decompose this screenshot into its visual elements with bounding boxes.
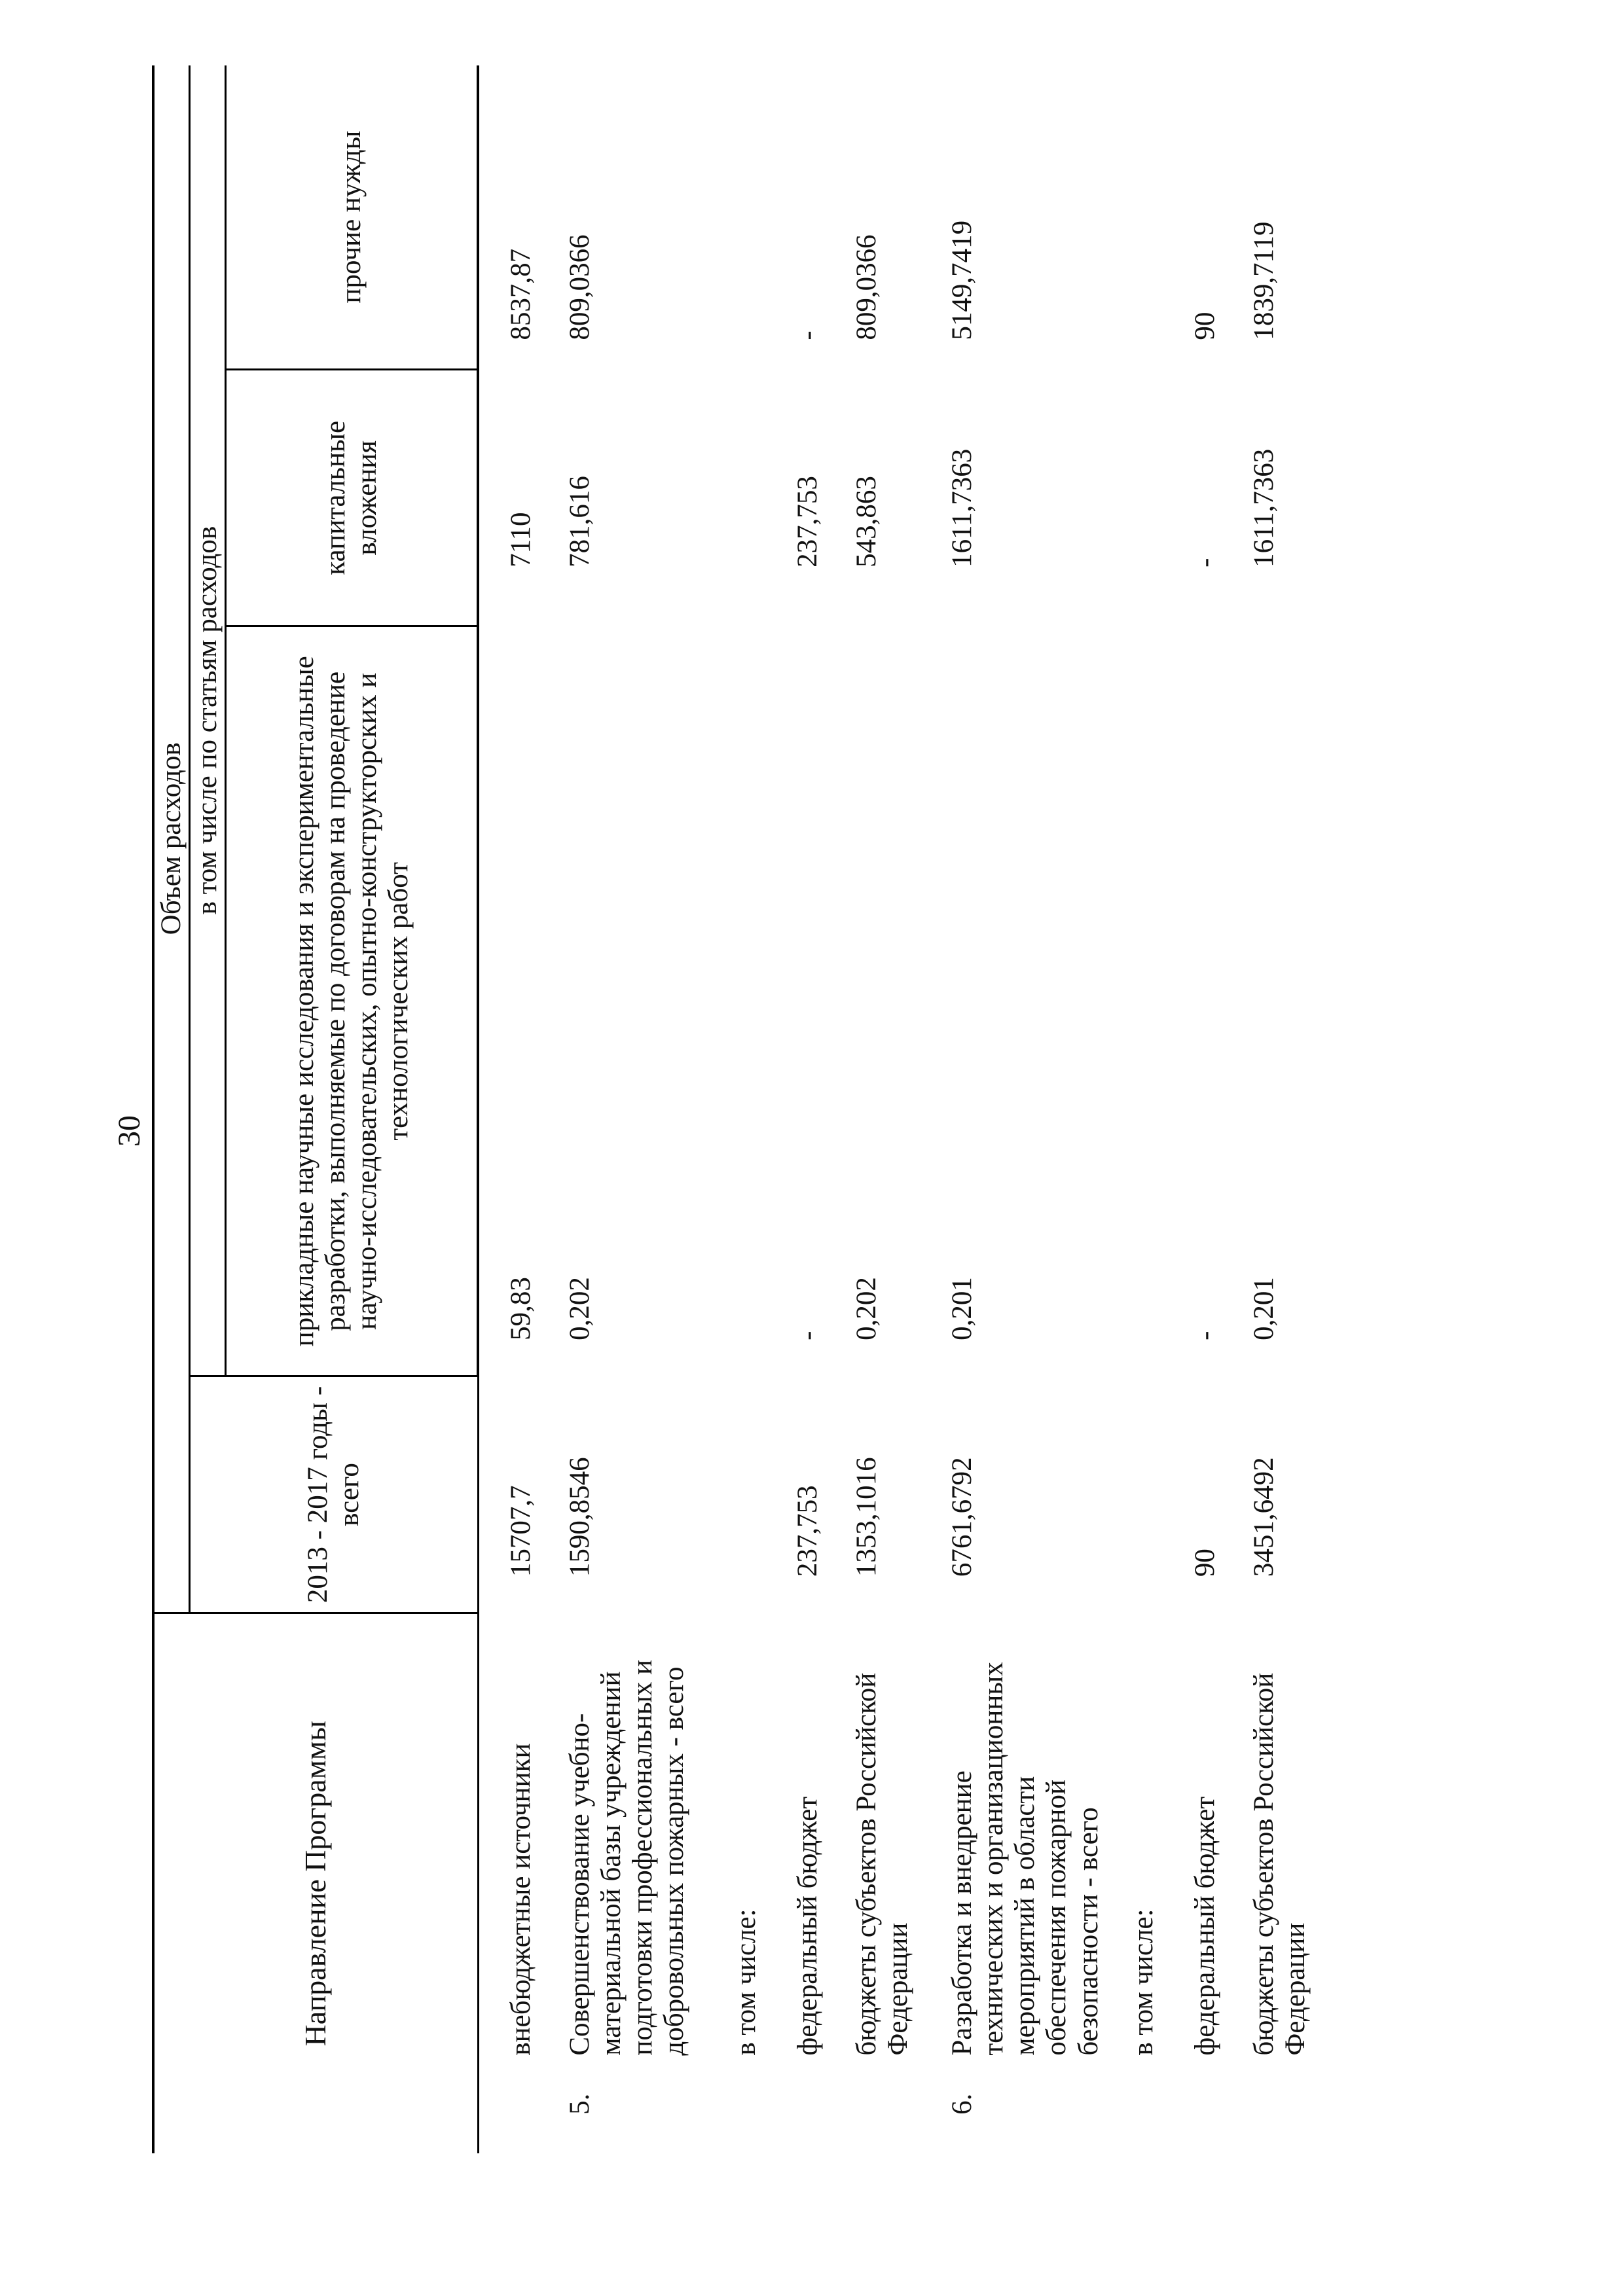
table-row	[1119, 65, 1180, 2153]
table-row	[1239, 65, 1335, 2153]
row-other	[721, 65, 783, 370]
header-niokr: прикладные научные исследования и экспериментальные разработки, выполняемые по договорам на проведение научно-исследовательских, опытно-конструкторских и технологических работ	[226, 626, 479, 1376]
budget-table	[152, 65, 1335, 2153]
row-capital: 781,616	[564, 476, 595, 567]
table-row	[842, 65, 938, 2153]
row-other: 90	[1189, 312, 1220, 340]
table-row	[721, 65, 783, 2153]
table-row	[555, 65, 721, 2153]
row-other: 809,0366	[851, 234, 882, 340]
row-capital: 7110	[505, 512, 536, 567]
row-niokr: 59,83	[505, 1277, 536, 1340]
row-name: Разработка и внедрение технических и организационных мероприятий в области обеспечения пожарной безопасности - всего	[947, 1662, 1104, 2056]
row-total: 1590,8546	[564, 1457, 595, 1577]
header-other: прочие нужды	[226, 65, 479, 370]
row-capital	[1119, 370, 1180, 626]
row-number	[721, 2062, 783, 2153]
row-name: в том числе:	[1127, 1909, 1159, 2056]
row-capital: 1611,7363	[1248, 448, 1279, 567]
row-name: внебюджетные источники	[505, 1743, 536, 2056]
header-capital: капитальные вложения	[226, 370, 479, 626]
header-volume: Объем расходов	[153, 65, 190, 1613]
row-number	[1180, 2062, 1239, 2153]
page-number: 30	[112, 1115, 147, 1147]
table-body	[478, 65, 1335, 2153]
row-niokr	[1119, 626, 1180, 1376]
row-total	[721, 1376, 783, 1613]
row-niokr: -	[792, 1331, 823, 1340]
row-total: 3451,6492	[1248, 1457, 1279, 1577]
row-name: бюджеты субъектов Российской Федерации	[1248, 1672, 1311, 2056]
table-row	[938, 65, 1119, 2153]
row-name: Совершенствование учебно-материальной базы учреждений подготовки профессиональных и добровольных пожарных - всего	[564, 1659, 690, 2056]
row-number	[1119, 2062, 1180, 2153]
row-niokr: 0,202	[564, 1277, 595, 1340]
row-total: 90	[1189, 1549, 1220, 1577]
row-number: 5.	[564, 2093, 595, 2115]
table-row	[1180, 65, 1239, 2153]
row-niokr: 0,201	[947, 1277, 977, 1340]
row-other: 8537,87	[505, 248, 536, 340]
row-name: бюджеты субъектов Российской Федерации	[851, 1672, 914, 2056]
row-other: 1839,7119	[1248, 221, 1279, 340]
row-number	[842, 2062, 938, 2153]
row-total	[1119, 1376, 1180, 1613]
row-niokr	[721, 626, 783, 1376]
row-niokr: 0,202	[851, 1277, 882, 1340]
row-name: федеральный бюджет	[1189, 1796, 1220, 2056]
row-niokr: 0,201	[1248, 1277, 1279, 1340]
table-row	[783, 65, 842, 2153]
row-other: 5149,7419	[947, 220, 977, 340]
row-other: -	[792, 331, 823, 340]
row-number: 6.	[947, 2093, 977, 2115]
table-row	[478, 65, 555, 2153]
row-capital: 543,863	[851, 476, 882, 567]
row-name: федеральный бюджет	[792, 1796, 823, 2056]
table-header	[153, 65, 478, 2153]
row-total: 1353,1016	[851, 1457, 882, 1577]
header-including-by-articles: в том числе по статьям расходов	[190, 65, 226, 1376]
row-total: 15707,7	[505, 1485, 536, 1577]
row-capital: 1611,7363	[947, 448, 977, 567]
row-name: в том числе:	[731, 1909, 761, 2056]
row-capital: 237,753	[792, 476, 823, 567]
row-niokr: -	[1189, 1331, 1220, 1340]
header-direction: Направление Программы	[153, 1613, 478, 2153]
row-number	[1239, 2062, 1335, 2153]
row-number	[478, 2062, 555, 2153]
row-other: 809,0366	[564, 234, 595, 340]
row-total: 6761,6792	[947, 1457, 977, 1577]
row-number	[783, 2062, 842, 2153]
row-other	[1119, 65, 1180, 370]
row-total: 237,753	[792, 1485, 823, 1577]
row-capital: -	[1189, 558, 1220, 567]
row-capital	[721, 370, 783, 626]
header-total: 2013 - 2017 годы - всего	[190, 1376, 479, 1613]
